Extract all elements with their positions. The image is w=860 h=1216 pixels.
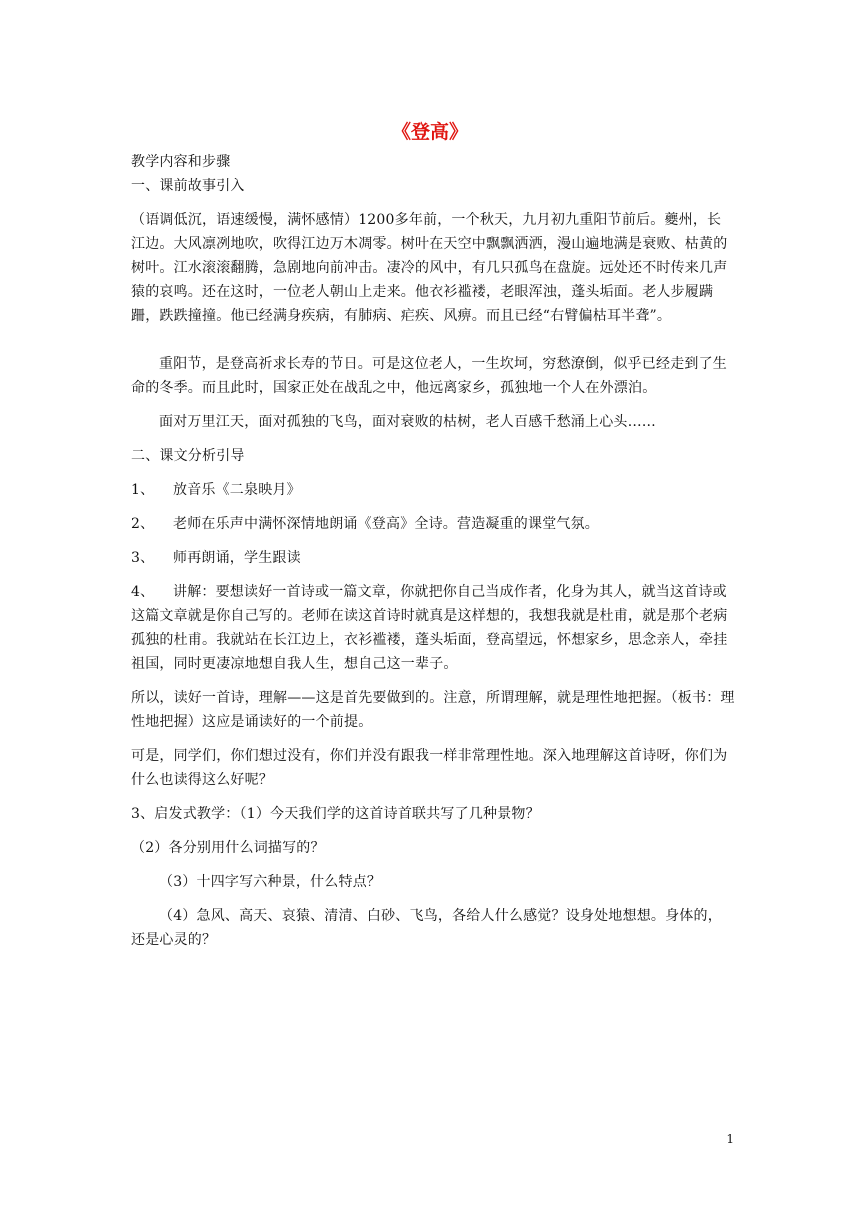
step-2: 2、 老师在乐声中满怀深情地朗诵《登高》全诗。营造凝重的课堂气氛。	[131, 516, 599, 532]
page-number: 1	[726, 1132, 734, 1146]
paragraph-facing: 面对万里江天，面对孤独的飞鸟，面对衰败的枯树，老人百感千愁涌上心头……	[159, 414, 656, 430]
question-2: （2）各分别用什么词描写的？	[131, 840, 325, 856]
step-1: 1、 放音乐《二泉映月》	[131, 482, 301, 498]
step-3: 3、 师再朗诵，学生跟读	[131, 550, 301, 566]
document-title: 《登高》	[391, 121, 468, 143]
paragraph-so: 所以，读好一首诗，理解——这是首先要做到的。注意，所谓理解，就是理性地把握。（板书：理性地把握）这应是诵读好的一个前提。	[131, 690, 735, 730]
heading-section-1: 一、课前故事引入	[131, 178, 245, 194]
document-body	[131, 150, 735, 952]
question-intro: 3、启发式教学：（1）今天我们学的这首诗首联共写了几种景物？	[131, 806, 540, 822]
question-3: （3）十四字写六种景，什么特点？	[159, 874, 382, 890]
heading-teaching: 教学内容和步骤	[131, 154, 231, 170]
paragraph-story: （语调低沉，语速缓慢，满怀感情）1200多年前，一个秋天，九月初九重阳节前后。夔州，长江边。大风凛冽地吹，吹得江边万木凋零。树叶在天空中飘飘洒洒，漫山遍地满是衰败、枯黄的树叶。江水滚滚翻腾，急剧地向前冲击。凄冷的风中，有几只孤鸟在盘旋。远处还不时传来几声猿的哀鸣。还在这时，一位老人朝山上走来。他衣衫褴褛，老眼浑浊，蓬头垢面。老人步履蹒跚，跌跌撞撞。他已经满身疾病，有肺病、疟疾、风痹。而且已经“右臂偏枯耳半聋”。	[131, 212, 728, 324]
heading-section-2: 二、课文分析引导	[131, 448, 245, 464]
paragraph-but: 可是，同学们，你们想过没有，你们并没有跟我一样非常理性地。深入地理解这首诗呀，你们为什么也读得这么好呢？	[131, 748, 728, 788]
paragraph-festival: 重阳节，是登高祈求长寿的节日。可是这位老人，一生坎坷，穷愁潦倒，似乎已经走到了生命的冬季。而且此时，国家正处在战乱之中，他远离家乡，孤独地一个人在外漂泊。	[131, 356, 727, 396]
step-4: 4、 讲解：要想读好一首诗或一篇文章，你就把你自己当成作者，化身为其人，就当这首诗或这篇文章就是你自己写的。老师在读这首诗时就真是这样想的，我想我就是杜甫，就是那个老病孤独的杜甫。我就站在长江边上，衣衫褴褛，蓬头垢面，登高望远，怀想家乡，思念亲人，牵挂祖国，同时更凄凉地想自我人生，想自己这一辈子。	[131, 584, 728, 672]
question-4: （4）急风、高天、哀猿、清清、白砂、飞鸟，各给人什么感觉？设身处地想想。身体的，还是心灵的？	[131, 908, 722, 948]
